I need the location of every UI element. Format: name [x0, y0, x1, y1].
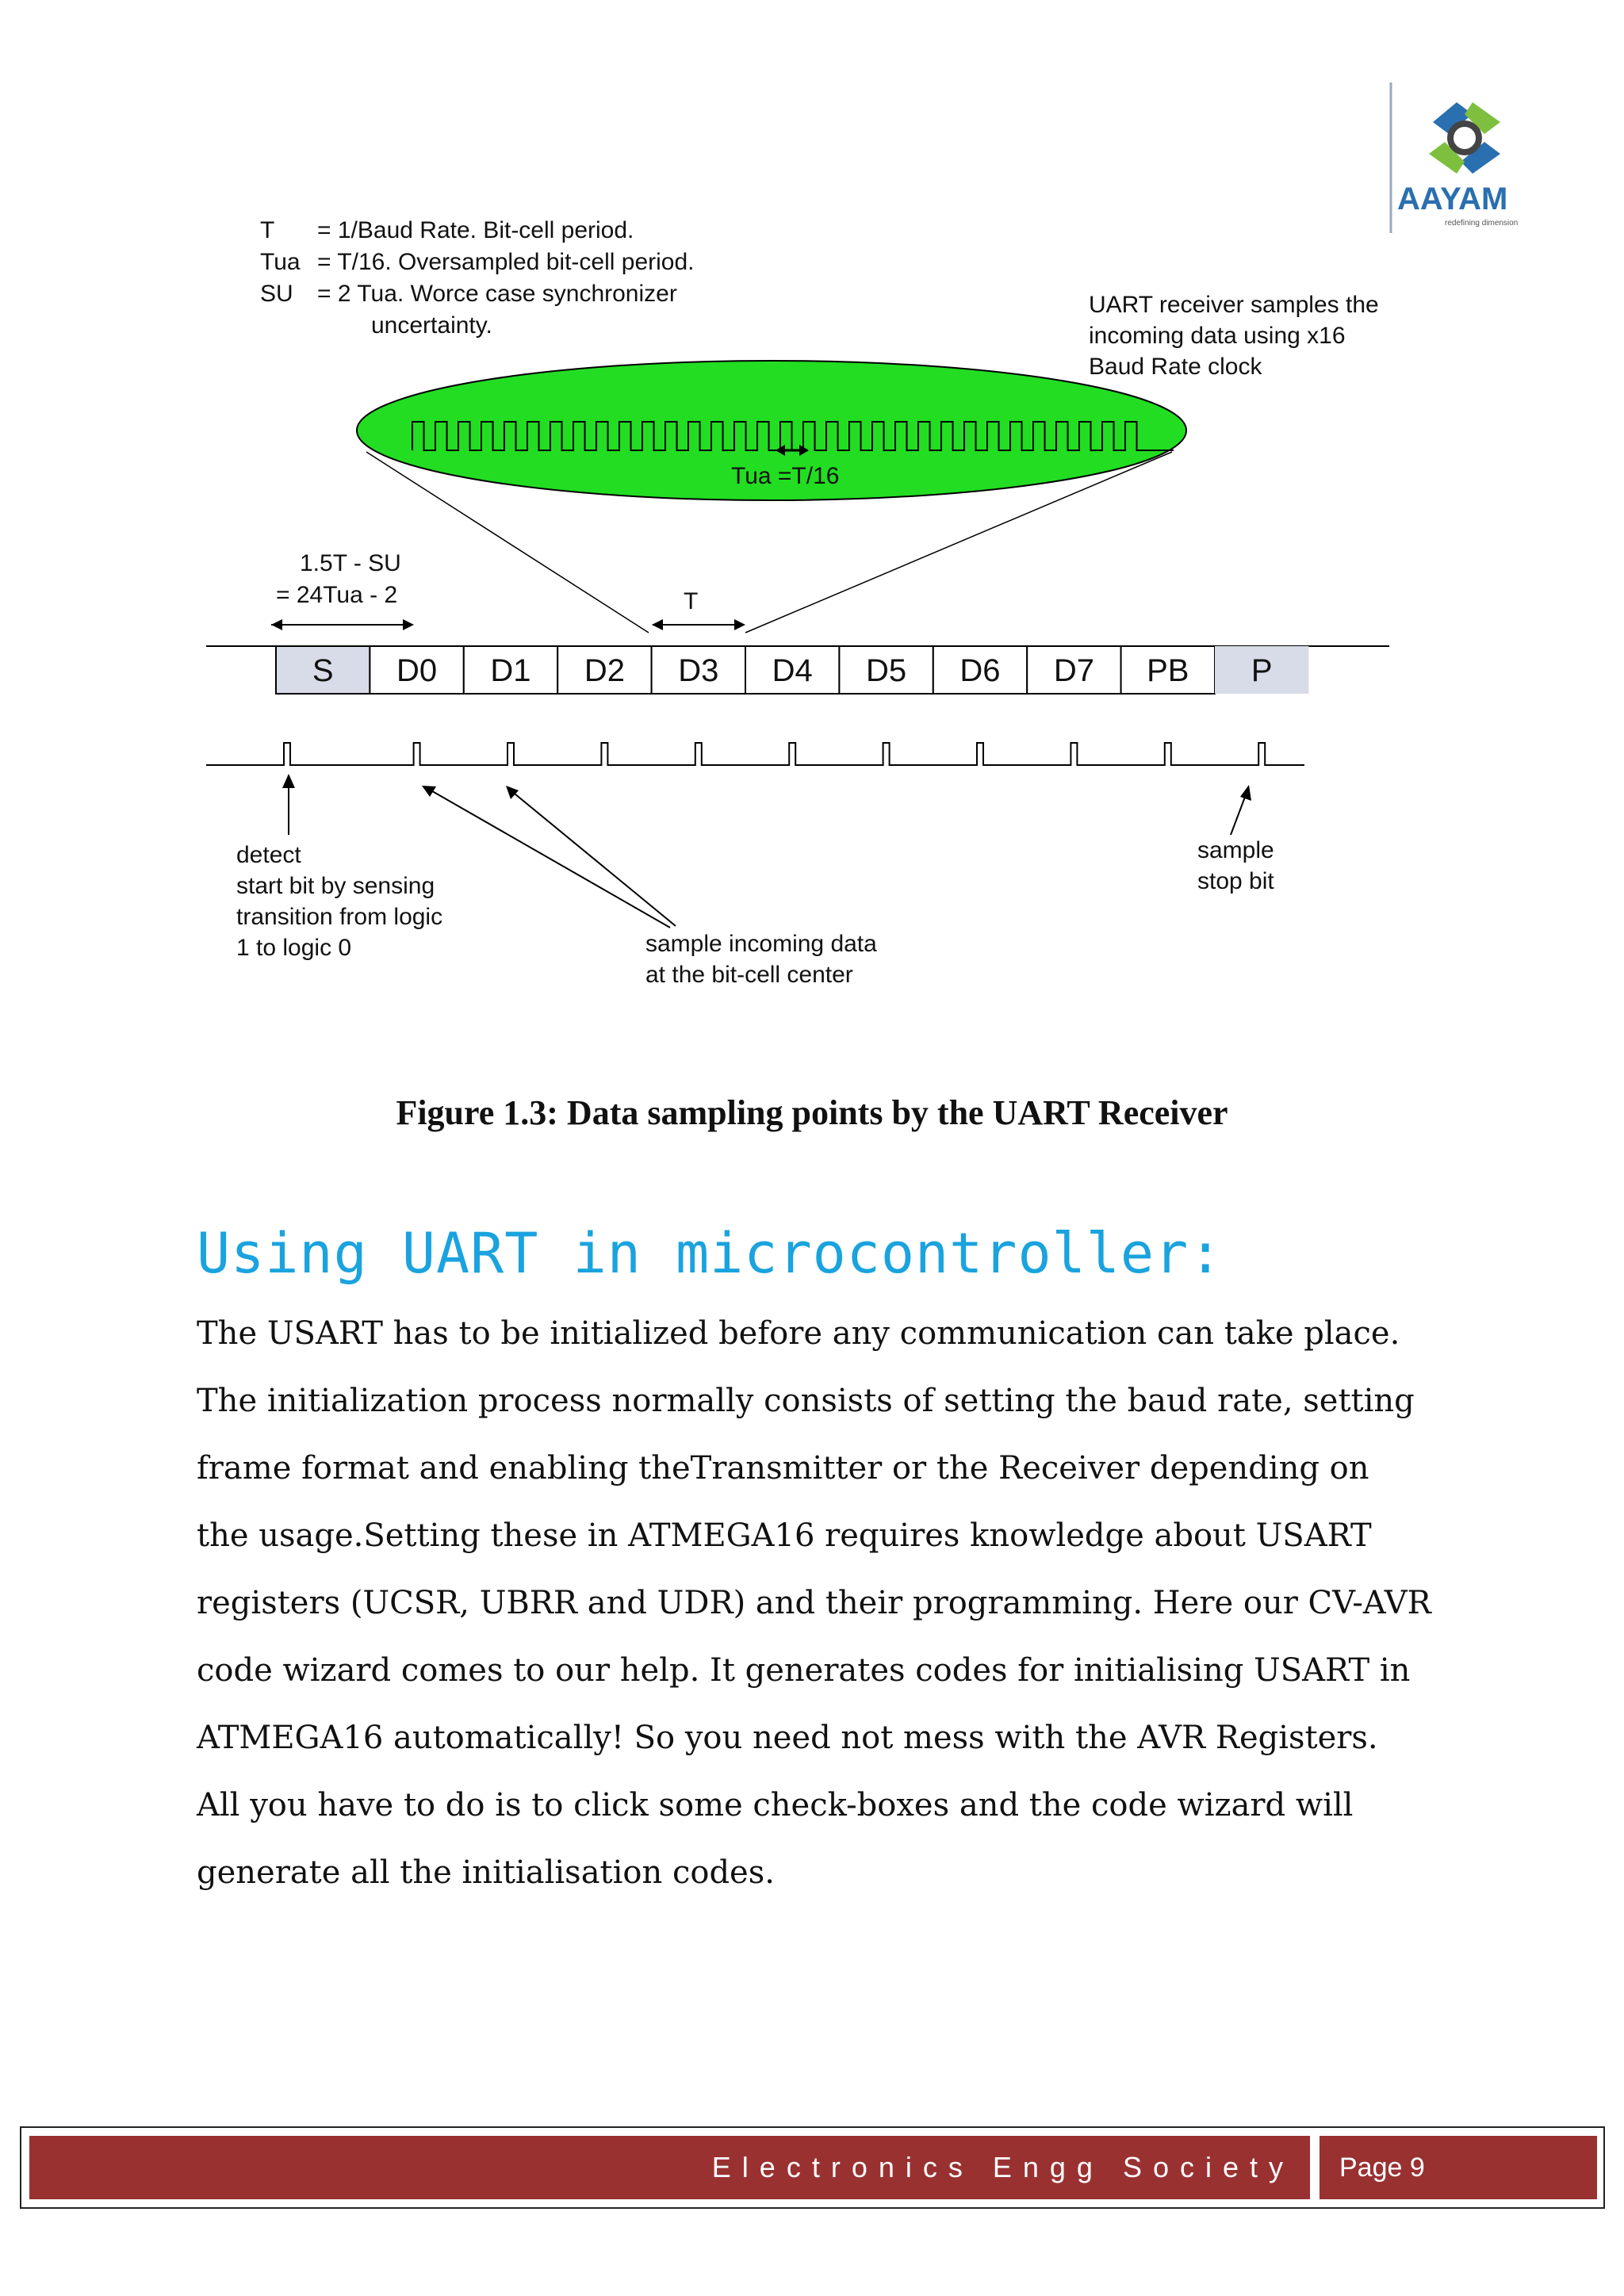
footer-page-box [1320, 2136, 1597, 2199]
bit-label: D6 [959, 653, 1001, 688]
bit-label: D2 [584, 653, 625, 688]
stop-text: sample [1197, 837, 1274, 863]
note-line: incoming data using x16 [1089, 323, 1346, 349]
footer-society: Electronics Engg Society [711, 2151, 1294, 2183]
bit-label: PB [1147, 653, 1189, 688]
page-number: Page 9 [1339, 2152, 1425, 2183]
bit-label: D7 [1053, 653, 1094, 688]
legend-sym: SU [260, 281, 293, 307]
bit-label: S [312, 653, 334, 688]
aayam-logo [1389, 82, 1556, 233]
bit-cells [276, 646, 1308, 694]
bit-label: D1 [490, 653, 531, 688]
legend-sym: T [260, 217, 275, 243]
paragraph-line: All you have to do is to click some check-boxes and the code wizard will [197, 1787, 1354, 1823]
detect-text: start bit by sensing [236, 873, 435, 899]
arrow-head [403, 619, 414, 630]
paragraph-line: ATMEGA16 automatically! So you need not mess with the AVR Registers. [197, 1720, 1378, 1756]
t-label: T [684, 588, 699, 614]
stop-text: stop bit [1197, 868, 1274, 894]
paragraph-line: code wizard comes to our help. It generates codes for initialising USART in [197, 1652, 1411, 1689]
tua-label: Tua =T/16 [731, 463, 840, 489]
legend-sym: Tua [260, 249, 301, 275]
uart-sampling-figure [190, 214, 1411, 1015]
figure-caption: Figure 1.3: Data sampling points by the UART Receiver [396, 1093, 1228, 1132]
arrow-head [652, 619, 663, 630]
arrow-head [271, 619, 282, 630]
sample-arrow [428, 789, 670, 928]
paragraph-line: the usage.Setting these in ATMEGA16 requires knowledge about USART [197, 1517, 1372, 1554]
legend-continuation: uncertainty. [371, 312, 492, 339]
arrow-head [422, 786, 436, 797]
sample-text: sample incoming data [645, 931, 877, 957]
detect-text: detect [236, 842, 301, 868]
paragraph-line: The initialization process normally consists of setting the baud rate, setting [197, 1383, 1415, 1419]
sample-text: at the bit-cell center [645, 962, 853, 988]
bit-label: D4 [772, 653, 813, 688]
stop-arrow [1231, 793, 1247, 835]
sample-arrow [511, 790, 676, 926]
bit-label: D0 [396, 653, 438, 688]
sample-pulse-train [206, 743, 1304, 765]
detect-text: 1 to logic 0 [236, 935, 352, 961]
bit-label: P [1251, 653, 1273, 688]
paragraph-line: The USART has to be initialized before any communication can take place. [197, 1315, 1400, 1352]
bit-label: D5 [866, 653, 907, 688]
footer-society-bar [29, 2136, 1310, 2199]
detect-text: transition from logic [236, 904, 443, 930]
body-paragraph [197, 1310, 1465, 1916]
legend-desc: = 2 Tua. Worce case synchronizer [317, 281, 677, 307]
paragraph-line: registers (UCSR, UBRR and UDR) and their programming. Here our CV-AVR [197, 1585, 1431, 1621]
paragraph-line: generate all the initialisation codes. [197, 1854, 775, 1891]
bit-label: D3 [678, 653, 719, 688]
page-footer [20, 2126, 1605, 2209]
note-line: UART receiver samples the [1089, 292, 1379, 318]
logo-tagline: redefining dimension [1445, 219, 1519, 228]
arrow-head [734, 619, 745, 630]
paragraph-line: frame format and enabling theTransmitter or the Receiver depending on [197, 1450, 1369, 1487]
arrow-head [1240, 785, 1251, 801]
arrow-head [282, 774, 295, 788]
su-label: 1.5T - SU [300, 550, 401, 576]
note-line: Baud Rate clock [1089, 354, 1262, 380]
logo-text: AAYAM [1397, 182, 1508, 216]
section-heading: Using UART in microcontroller: [197, 1221, 1224, 1286]
legend-desc: = 1/Baud Rate. Bit-cell period. [317, 217, 634, 243]
su-label: = 24Tua - 2 [276, 582, 398, 608]
legend-desc: = T/16. Oversampled bit-cell period. [317, 249, 695, 275]
arrow-head [506, 786, 519, 799]
